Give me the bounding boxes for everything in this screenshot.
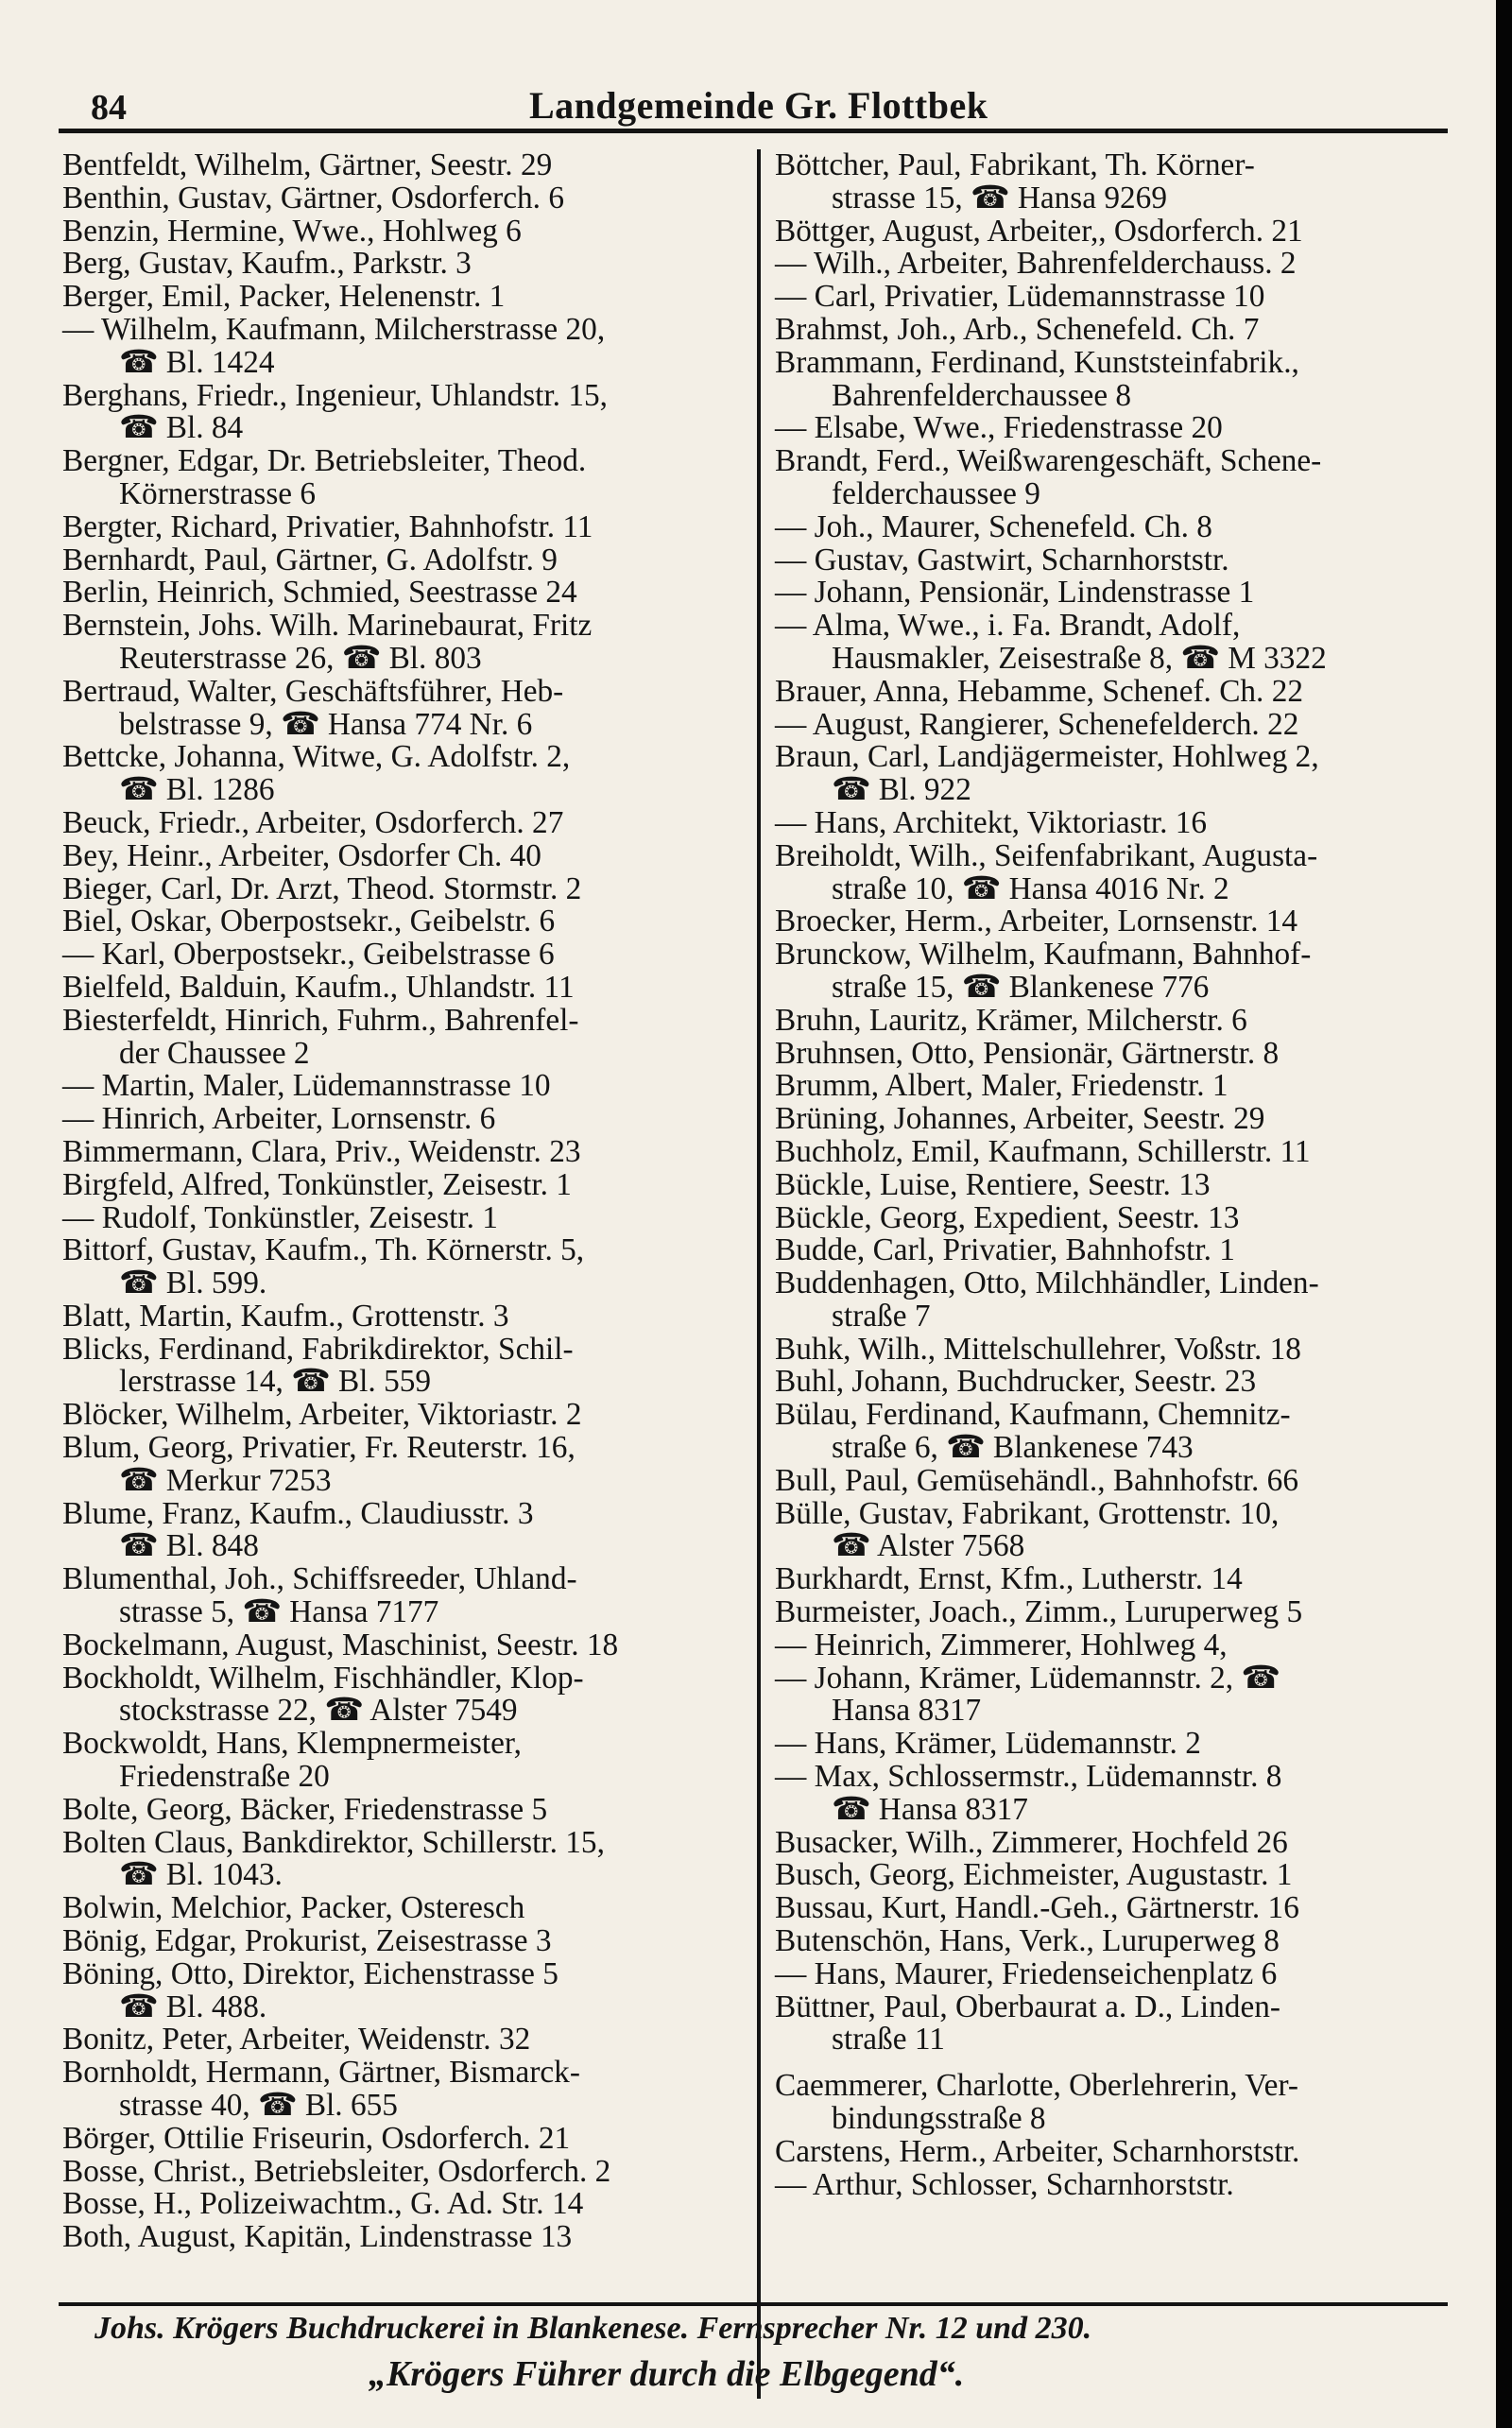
entry-continuation: Bahrenfelderchaussee 8	[832, 377, 1132, 413]
directory-entry: Bergner, Edgar, Dr. Betriebsleiter, Theod.	[62, 443, 587, 479]
directory-entry: Bockwoldt, Hans, Klempnermeister,	[62, 1726, 522, 1762]
directory-entry: Busch, Georg, Eichmeister, Augustastr. 1	[775, 1857, 1293, 1893]
directory-entry: Beuck, Friedr., Arbeiter, Osdorferch. 27	[62, 804, 564, 840]
directory-entry: Bülle, Gustav, Fabrikant, Grottenstr. 10,	[775, 1495, 1280, 1531]
entry-continuation: ☎ Merkur 7253	[119, 1462, 332, 1498]
entry-continuation: straße 15, ☎ Blankenese 776	[832, 969, 1210, 1005]
entry-continuation: lerstrasse 14, ☎ Bl. 559	[119, 1364, 432, 1400]
directory-entry: Caemmerer, Charlotte, Oberlehrerin, Ver-	[775, 2068, 1298, 2104]
directory-entry: Böning, Otto, Direktor, Eichenstrasse 5	[62, 1955, 558, 1991]
directory-entry: Bettcke, Johanna, Witwe, G. Adolfstr. 2,	[62, 739, 571, 775]
entry-continuation: Körnerstrasse 6	[119, 475, 317, 511]
entry-continuation: stockstrasse 22, ☎ Alster 7549	[119, 1693, 518, 1729]
directory-entry: Biesterfeldt, Hinrich, Fuhrm., Bahrenfel-	[62, 1002, 579, 1038]
directory-entry: Bolten Claus, Bankdirektor, Schillerstr. 15,	[62, 1824, 605, 1860]
footer-imprint: Johs. Krögers Buchdruckerei in Blankenese. Fernsprecher Nr. 12 und 230.	[94, 2311, 1092, 2346]
directory-entry: Bittorf, Gustav, Kaufm., Th. Körnerstr. 5,	[62, 1232, 585, 1268]
left-column	[62, 149, 743, 2254]
directory-entry: Bernstein, Johs. Wilh. Marinebaurat, Fritz	[62, 608, 593, 644]
column-divider	[757, 149, 761, 2399]
directory-entry: — Karl, Oberpostsekr., Geibelstrasse 6	[62, 937, 555, 973]
directory-entry: Brammann, Ferdinand, Kunststeinfabrik.,	[775, 344, 1299, 380]
directory-entry: Bergter, Richard, Privatier, Bahnhofstr. 11	[62, 508, 593, 544]
directory-entry: — Johann, Krämer, Lüdemannstr. 2, ☎	[775, 1660, 1280, 1696]
directory-entry: Benthin, Gustav, Gärtner, Osdorferch. 6	[62, 180, 564, 215]
right-column	[775, 149, 1479, 2201]
directory-entry: — Heinrich, Zimmerer, Hohlweg 4,	[775, 1627, 1228, 1662]
directory-entry: Böttcher, Paul, Fabrikant, Th. Körner-	[775, 147, 1255, 182]
directory-entry: Brüning, Johannes, Arbeiter, Seestr. 29	[775, 1101, 1265, 1137]
entry-continuation: ☎ Bl. 1043.	[119, 1857, 283, 1893]
directory-entry: — Hans, Krämer, Lüdemannstr. 2	[775, 1726, 1201, 1762]
entry-continuation: bindungsstraße 8	[832, 2101, 1046, 2137]
directory-entry: — Joh., Maurer, Schenefeld. Ch. 8	[775, 508, 1212, 544]
directory-entry: Böttger, August, Arbeiter,, Osdorferch. 21	[775, 213, 1303, 249]
directory-entry: Benzin, Hermine, Wwe., Hohlweg 6	[62, 213, 522, 249]
directory-entry: Brandt, Ferd., Weißwarengeschäft, Schene-	[775, 443, 1322, 479]
entry-continuation: strasse 15, ☎ Hansa 9269	[832, 180, 1167, 215]
directory-entry: Birgfeld, Alfred, Tonkünstler, Zeisestr. 1	[62, 1166, 572, 1202]
header-rule	[59, 129, 1448, 133]
directory-entry: Blicks, Ferdinand, Fabrikdirektor, Schil-	[62, 1331, 574, 1367]
directory-entry: Bussau, Kurt, Handl.-Geh., Gärtnerstr. 16	[775, 1890, 1299, 1926]
running-title: Landgemeinde Gr. Flottbek	[529, 84, 988, 127]
directory-entry: Buddenhagen, Otto, Milchhändler, Linden-	[775, 1266, 1319, 1301]
entry-continuation: ☎ Bl. 1286	[119, 772, 275, 808]
directory-entry: — August, Rangierer, Schenefelderch. 22	[775, 706, 1299, 742]
entry-continuation: straße 7	[832, 1298, 931, 1334]
directory-entry: Butenschön, Hans, Verk., Luruperweg 8	[775, 1923, 1280, 1959]
directory-entry: Bonitz, Peter, Arbeiter, Weidenstr. 32	[62, 2022, 531, 2058]
entry-continuation: ☎ Hansa 8317	[832, 1791, 1028, 1827]
directory-entry: — Alma, Wwe., i. Fa. Brandt, Adolf,	[775, 608, 1241, 644]
directory-entry: — Hans, Architekt, Viktoriastr. 16	[775, 804, 1208, 840]
directory-entry: Bosse, H., Polizeiwachtm., G. Ad. Str. 14	[62, 2186, 584, 2222]
directory-entry: — Johann, Pensionär, Lindenstrasse 1	[775, 575, 1255, 611]
entry-continuation: ☎ Alster 7568	[832, 1528, 1025, 1564]
entry-continuation: der Chaussee 2	[119, 1035, 310, 1071]
directory-entry: Brunckow, Wilhelm, Kaufmann, Bahnhof-	[775, 937, 1312, 973]
directory-entry: Brauer, Anna, Hebamme, Schenef. Ch. 22	[775, 673, 1304, 709]
directory-entry: Burmeister, Joach., Zimm., Luruperweg 5	[775, 1594, 1303, 1630]
directory-entry: — Hans, Maurer, Friedenseichenplatz 6	[775, 1955, 1278, 1991]
directory-entry: Breiholdt, Wilh., Seifenfabrikant, Augusta-	[775, 837, 1318, 873]
footer-rule	[59, 2302, 1448, 2306]
directory-entry: Brumm, Albert, Maler, Friedenstr. 1	[775, 1068, 1228, 1104]
entry-continuation: ☎ Bl. 488.	[119, 1989, 267, 2024]
entry-continuation: felderchaussee 9	[832, 475, 1040, 511]
entry-continuation: ☎ Bl. 848	[119, 1528, 259, 1564]
directory-entry: Buchholz, Emil, Kaufmann, Schillerstr. 11	[775, 1133, 1311, 1169]
directory-entry: Blatt, Martin, Kaufm., Grottenstr. 3	[62, 1298, 509, 1334]
directory-entry: — Gustav, Gastwirt, Scharnhorststr.	[775, 542, 1229, 577]
directory-entry: Brahmst, Joh., Arb., Schenefeld. Ch. 7	[775, 311, 1260, 347]
directory-entry: — Wilhelm, Kaufmann, Milcherstrasse 20,	[62, 311, 606, 347]
entry-continuation: ☎ Bl. 599.	[119, 1266, 267, 1301]
directory-entry: — Max, Schlossermstr., Lüdemannstr. 8	[775, 1759, 1282, 1795]
directory-entry: Bönig, Edgar, Prokurist, Zeisestrasse 3	[62, 1923, 552, 1959]
directory-entry: Broecker, Herm., Arbeiter, Lornsenstr. 14	[775, 904, 1298, 939]
entry-continuation: Reuterstrasse 26, ☎ Bl. 803	[119, 640, 482, 676]
directory-entry: Bieger, Carl, Dr. Arzt, Theod. Stormstr. 2	[62, 870, 582, 906]
directory-entry: — Martin, Maler, Lüdemannstrasse 10	[62, 1068, 551, 1104]
directory-entry: Burkhardt, Ernst, Kfm., Lutherstr. 14	[775, 1561, 1243, 1597]
entry-continuation: straße 10, ☎ Hansa 4016 Nr. 2	[832, 870, 1229, 906]
directory-entry: Blumenthal, Joh., Schiffsreeder, Uhland-	[62, 1561, 577, 1597]
directory-entry: Bockholdt, Wilhelm, Fischhändler, Klop-	[62, 1660, 584, 1696]
scan-edge	[1496, 0, 1512, 2428]
directory-entry: Bruhnsen, Otto, Pensionär, Gärtnerstr. 8	[775, 1035, 1280, 1071]
directory-entry: Biel, Oskar, Oberpostsekr., Geibelstr. 6	[62, 904, 556, 939]
directory-entry: — Carl, Privatier, Lüdemannstrasse 10	[775, 279, 1265, 315]
directory-entry: Blöcker, Wilhelm, Arbeiter, Viktoriastr. 2	[62, 1397, 582, 1433]
entry-continuation: strasse 5, ☎ Hansa 7177	[119, 1594, 439, 1630]
directory-entry: Bolte, Georg, Bäcker, Friedenstrasse 5	[62, 1791, 548, 1827]
directory-entry: Börger, Ottilie Friseurin, Osdorferch. 21	[62, 2120, 571, 2156]
directory-entry: Bertraud, Walter, Geschäftsführer, Heb-	[62, 673, 564, 709]
entry-continuation: Friedenstraße 20	[119, 1759, 330, 1795]
entry-continuation: ☎ Bl. 1424	[119, 344, 275, 380]
entry-continuation: Hansa 8317	[832, 1693, 982, 1729]
directory-entry: Bülau, Ferdinand, Kaufmann, Chemnitz-	[775, 1397, 1291, 1433]
directory-entry: — Rudolf, Tonkünstler, Zeisestr. 1	[62, 1199, 498, 1235]
directory-entry: Bückle, Luise, Rentiere, Seestr. 13	[775, 1166, 1211, 1202]
directory-entry: Berger, Emil, Packer, Helenenstr. 1	[62, 279, 506, 315]
entry-continuation: strasse 40, ☎ Bl. 655	[119, 2088, 398, 2124]
directory-entry: Bruhn, Lauritz, Krämer, Milcherstr. 6	[775, 1002, 1247, 1038]
directory-entry: Busacker, Wilh., Zimmerer, Hochfeld 26	[775, 1824, 1288, 1860]
directory-entry: Bockelmann, August, Maschinist, Seestr. 18	[62, 1627, 619, 1662]
directory-entry: Bolwin, Melchior, Packer, Osteresch	[62, 1890, 525, 1926]
directory-entry: Buhl, Johann, Buchdrucker, Seestr. 23	[775, 1364, 1257, 1400]
entry-continuation: ☎ Bl. 84	[119, 410, 244, 446]
entry-continuation: ☎ Bl. 922	[832, 772, 971, 808]
directory-entry: — Elsabe, Wwe., Friedenstrasse 20	[775, 410, 1223, 446]
entry-continuation: Hausmakler, Zeisestraße 8, ☎ M 3322	[832, 640, 1327, 676]
footer-slogan: „Krögers Führer durch die Elbgegend“.	[369, 2354, 965, 2394]
directory-entry: Berlin, Heinrich, Schmied, Seestrasse 24	[62, 575, 577, 611]
directory-entry: Bernhardt, Paul, Gärtner, G. Adolfstr. 9	[62, 542, 558, 577]
page-number: 84	[91, 88, 127, 128]
directory-entry: Bey, Heinr., Arbeiter, Osdorfer Ch. 40	[62, 837, 541, 873]
directory-entry: Bimmermann, Clara, Priv., Weidenstr. 23	[62, 1133, 581, 1169]
directory-entry: Bentfeldt, Wilhelm, Gärtner, Seestr. 29	[62, 147, 553, 182]
directory-entry: Bosse, Christ., Betriebsleiter, Osdorferch. 2	[62, 2153, 611, 2189]
directory-entry: — Hinrich, Arbeiter, Lornsenstr. 6	[62, 1101, 496, 1137]
directory-entry: Carstens, Herm., Arbeiter, Scharnhorststr.	[775, 2133, 1300, 2169]
entry-continuation: straße 11	[832, 2022, 945, 2058]
entry-continuation: straße 6, ☎ Blankenese 743	[832, 1430, 1194, 1466]
directory-entry: Both, August, Kapitän, Lindenstrasse 13	[62, 2219, 573, 2255]
directory-entry: Blum, Georg, Privatier, Fr. Reuterstr. 16,	[62, 1430, 576, 1466]
directory-entry: — Wilh., Arbeiter, Bahrenfelderchauss. 2	[775, 246, 1297, 282]
directory-entry: Braun, Carl, Landjägermeister, Hohlweg 2,	[775, 739, 1319, 775]
directory-entry: Blume, Franz, Kaufm., Claudiusstr. 3	[62, 1495, 534, 1531]
directory-entry: Büttner, Paul, Oberbaurat a. D., Linden-	[775, 1989, 1280, 2024]
directory-entry: Bielfeld, Balduin, Kaufm., Uhlandstr. 11	[62, 969, 575, 1005]
entry-continuation: belstrasse 9, ☎ Hansa 774 Nr. 6	[119, 706, 533, 742]
directory-entry: — Arthur, Schlosser, Scharnhorststr.	[775, 2166, 1234, 2202]
directory-entry: Bull, Paul, Gemüsehändl., Bahnhofstr. 66	[775, 1462, 1298, 1498]
directory-entry: Buhk, Wilh., Mittelschullehrer, Voßstr. 18	[775, 1331, 1301, 1367]
directory-entry: Bornholdt, Hermann, Gärtner, Bismarck-	[62, 2055, 580, 2091]
directory-entry: Bückle, Georg, Expedient, Seestr. 13	[775, 1199, 1240, 1235]
directory-entry: Berg, Gustav, Kaufm., Parkstr. 3	[62, 246, 472, 282]
directory-entry: Berghans, Friedr., Ingenieur, Uhlandstr. 15,	[62, 377, 608, 413]
directory-entry: Budde, Carl, Privatier, Bahnhofstr. 1	[775, 1232, 1235, 1268]
